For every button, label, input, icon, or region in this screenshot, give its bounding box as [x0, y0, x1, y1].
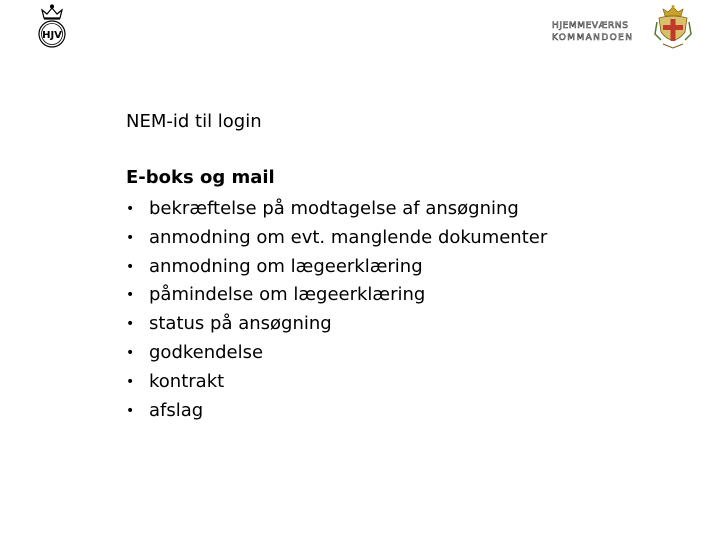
list-item: • afslag: [126, 397, 686, 426]
bullet-list: [126, 195, 686, 425]
list-item: • påmindelse om lægeerklæring: [126, 281, 686, 310]
list-item: • status på ansøgning: [126, 310, 686, 339]
intro-text: NEM-id til login: [126, 111, 262, 132]
main-content: [126, 110, 686, 425]
logo-line1: HJEMMEVÆRNS: [552, 21, 629, 31]
list-item: • godkendelse: [126, 339, 686, 368]
bullet-icon: •: [126, 402, 135, 419]
list-item: • anmodning om evt. manglende dokumenter: [126, 224, 686, 253]
coat-of-arms-icon: [653, 4, 693, 50]
list-item: • kontrakt: [126, 368, 686, 397]
bullet-icon: •: [126, 344, 135, 361]
bullet-icon: •: [126, 201, 135, 217]
hjv-logo-icon: [28, 4, 76, 50]
list-item: • anmodning om lægeerklæring: [126, 253, 686, 282]
hjv-logo-text: HJV: [42, 30, 62, 41]
bullet-icon: •: [126, 316, 135, 333]
bullet-icon: •: [126, 229, 135, 246]
logo-line2: KOMMANDOEN: [552, 33, 634, 42]
section-heading: E-boks og mail: [126, 167, 275, 188]
bullet-icon: •: [126, 373, 135, 390]
bullet-icon: •: [126, 258, 135, 275]
bullet-icon: •: [126, 287, 135, 304]
hjemmevaerns-kommandoen-logo-text: [552, 18, 652, 42]
list-item: • bekræftelse på modtagelse af ansøgning: [126, 195, 686, 224]
